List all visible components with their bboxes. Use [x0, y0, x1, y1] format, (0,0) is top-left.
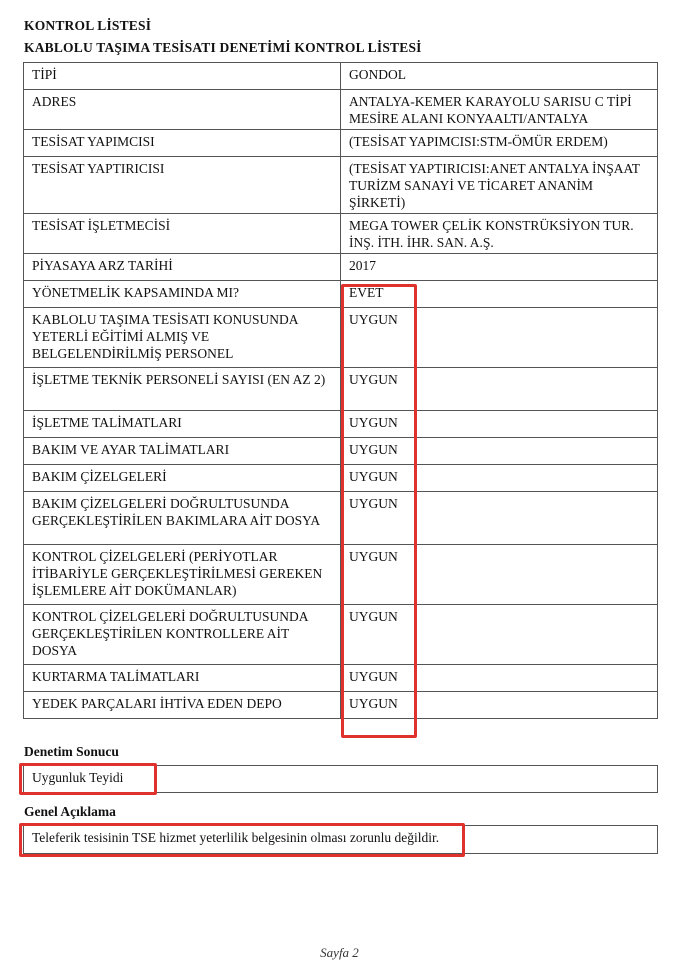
row-label: ADRES — [24, 90, 341, 130]
row-value: MEGA TOWER ÇELİK KONSTRÜKSİYON TUR. İNŞ. İTH. İHR. SAN. A.Ş. — [341, 214, 658, 254]
table-row — [24, 665, 658, 692]
table-row — [24, 465, 658, 492]
row-value: 2017 — [341, 254, 658, 281]
table-row — [24, 90, 658, 130]
table-row — [24, 130, 658, 157]
result-box — [23, 765, 658, 793]
row-label: YEDEK PARÇALARI İHTİVA EDEN DEPO — [24, 692, 341, 719]
row-label: İŞLETME TEKNİK PERSONELİ SAYISI (EN AZ 2) — [24, 368, 341, 411]
row-label: BAKIM ÇİZELGELERİ — [24, 465, 341, 492]
row-value: UYGUN — [341, 545, 658, 605]
row-value: UYGUN — [341, 465, 658, 492]
result-heading: Denetim Sonucu — [24, 744, 119, 759]
row-value: UYGUN — [341, 605, 658, 665]
table-row — [24, 157, 658, 214]
row-label: İŞLETME TALİMATLARI — [24, 411, 341, 438]
result-value: Uygunluk Teyidi — [32, 770, 124, 785]
table-row — [24, 438, 658, 465]
table-row — [24, 214, 658, 254]
row-value: UYGUN — [341, 308, 658, 368]
page-number: Sayfa 2 — [320, 945, 359, 960]
row-value: ANTALYA-KEMER KARAYOLU SARISU C TİPİ MESİRE ALANI KONYAALTI/ANTALYA — [341, 90, 658, 130]
table-row — [24, 411, 658, 438]
document-title: KONTROL LİSTESİ — [24, 18, 152, 33]
row-value: UYGUN — [341, 438, 658, 465]
general-value: Teleferik tesisinin TSE hizmet yeterlilik belgesinin olması zorunlu değildir. — [32, 830, 440, 845]
general-box — [23, 825, 658, 854]
document-subtitle: KABLOLU TAŞIMA TESİSATI DENETİMİ KONTROL LİSTESİ — [24, 40, 422, 55]
table-row — [24, 254, 658, 281]
row-label: KONTROL ÇİZELGELERİ (PERİYOTLAR İTİBARİYLE GERÇEKLEŞTİRİLMESİ GEREKEN İŞLEMLERE AİT DOKÜMANLAR) — [24, 545, 341, 605]
row-value: (TESİSAT YAPTIRICISI:ANET ANTALYA İNŞAAT TURİZM SANAYİ VE TİCARET ANANİM ŞİRKETİ) — [341, 157, 658, 214]
row-label: YÖNETMELİK KAPSAMINDA MI? — [24, 281, 341, 308]
table-row — [24, 308, 658, 368]
row-label: TİPİ — [24, 63, 341, 90]
row-label: TESİSAT YAPIMCISI — [24, 130, 341, 157]
general-heading: Genel Açıklama — [24, 804, 116, 819]
row-label: BAKIM ÇİZELGELERİ DOĞRULTUSUNDA GERÇEKLEŞTİRİLEN BAKIMLARA AİT DOSYA — [24, 492, 341, 545]
row-label: PİYASAYA ARZ TARİHİ — [24, 254, 341, 281]
checklist-table — [23, 62, 658, 719]
row-value: UYGUN — [341, 368, 658, 411]
row-value: (TESİSAT YAPIMCISI:STM-ÖMÜR ERDEM) — [341, 130, 658, 157]
table-row — [24, 605, 658, 665]
row-label: KONTROL ÇİZELGELERİ DOĞRULTUSUNDA GERÇEKLEŞTİRİLEN KONTROLLERE AİT DOSYA — [24, 605, 341, 665]
row-label: TESİSAT YAPTIRICISI — [24, 157, 341, 214]
table-row — [24, 492, 658, 545]
row-label: TESİSAT İŞLETMECİSİ — [24, 214, 341, 254]
table-row — [24, 545, 658, 605]
row-value: UYGUN — [341, 492, 658, 545]
row-label: KABLOLU TAŞIMA TESİSATI KONUSUNDA YETERLİ EĞİTİMİ ALMIŞ VE BELGELENDİRİLMİŞ PERSONEL — [24, 308, 341, 368]
table-row — [24, 692, 658, 719]
table-row — [24, 281, 658, 308]
row-label: BAKIM VE AYAR TALİMATLARI — [24, 438, 341, 465]
row-value: EVET — [341, 281, 658, 308]
row-label: KURTARMA TALİMATLARI — [24, 665, 341, 692]
row-value: GONDOL — [341, 63, 658, 90]
table-row — [24, 63, 658, 90]
row-value: UYGUN — [341, 665, 658, 692]
table-row — [24, 368, 658, 411]
row-value: UYGUN — [341, 411, 658, 438]
row-value: UYGUN — [341, 692, 658, 719]
